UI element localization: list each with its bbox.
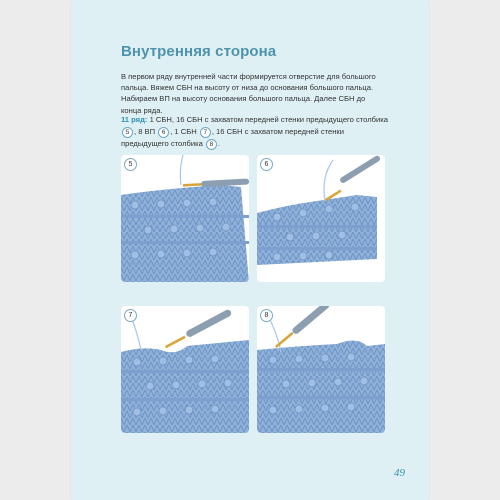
step-ref-7: 7 bbox=[200, 127, 211, 138]
knitting-photo-5 bbox=[121, 155, 249, 282]
row-label: 11 ряд: bbox=[121, 115, 148, 124]
step-badge-8: 8 bbox=[260, 309, 273, 322]
step-ref-5: 5 bbox=[122, 127, 133, 138]
step-badge-6: 6 bbox=[260, 158, 273, 171]
step-ref-8: 8 bbox=[206, 139, 217, 150]
photo-step-6 bbox=[257, 155, 385, 282]
row-text-2: , 8 ВП bbox=[134, 127, 158, 136]
book-page bbox=[71, 0, 429, 500]
photo-step-5 bbox=[121, 155, 249, 282]
row-text-1: 1 СБН, 16 СБН с захватом передней стенки предыдущего столбика bbox=[147, 115, 388, 124]
knitting-photo-8 bbox=[257, 306, 385, 433]
row-text-5: . bbox=[217, 139, 221, 148]
photo-step-7 bbox=[121, 306, 249, 433]
section-title: Внутренняя сторона bbox=[121, 43, 277, 60]
step-ref-6: 6 bbox=[158, 127, 169, 138]
row-text-4: , 16 СБН с захватом передней стенки предыдущего столбика bbox=[121, 127, 344, 148]
knitting-photo-6 bbox=[257, 155, 385, 282]
row-instruction bbox=[121, 114, 391, 150]
photo-step-8 bbox=[257, 306, 385, 433]
row-text-3: , 1 СБН bbox=[170, 127, 199, 136]
knitting-photo-7 bbox=[121, 306, 249, 433]
intro-paragraph: В первом ряду внутренней части формируется отверстие для большого пальца. Вяжем СБН на высоту от низа до основания большого пальца. Набираем ВП на высоту основания большого пальца. Далее СБН до конца ряда. bbox=[121, 72, 376, 115]
step-badge-7: 7 bbox=[124, 309, 137, 322]
page-number: 49 bbox=[394, 467, 405, 479]
step-badge-5: 5 bbox=[124, 158, 137, 171]
